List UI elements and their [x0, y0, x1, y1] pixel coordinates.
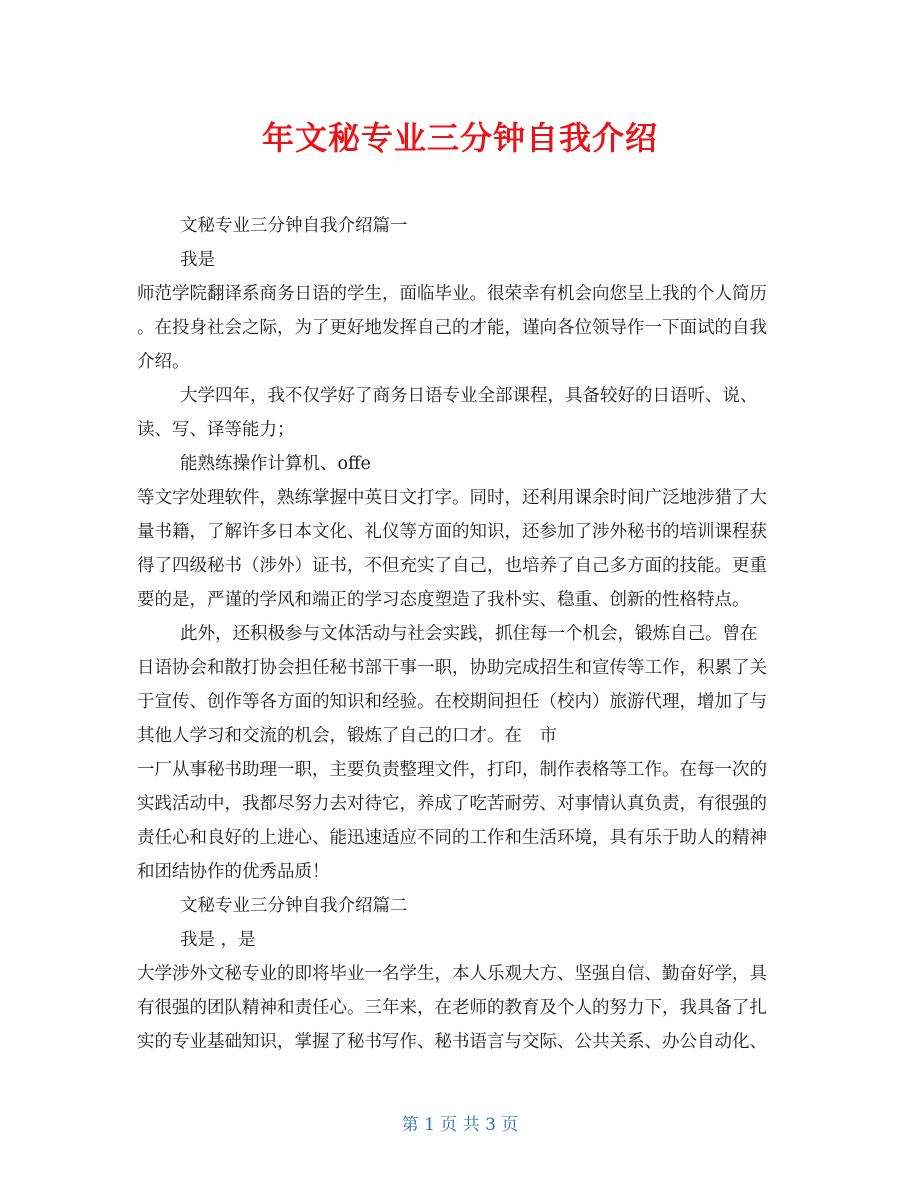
text-line: 我是 ，是 — [180, 930, 256, 950]
text-line: 一厂从事秘书助理一职，主要负责整理文件，打印，制作表格等工作。在每一次的 — [137, 760, 767, 780]
text-line: 于宣传、创作等各方面的知识和经验。在校期间担任（校内）旅游代理，增加了与 — [137, 692, 767, 712]
text-line: 有很强的团队精神和责任心。三年来，在老师的教育及个人的努力下，我具备了扎 — [137, 998, 767, 1018]
text-line: 大学四年，我不仅学好了商务日语专业全部课程，具备较好的日语听、说、 — [180, 386, 758, 406]
text-line: 责任心和良好的上进心、能迅速适应不同的工作和生活环境，具有乐于助人的精神 — [137, 828, 767, 848]
text-line: 此外，还积极参与文体活动与社会实践，抓住每一个机会，锻炼自己。曾在 — [180, 624, 758, 644]
page-footer — [0, 1112, 920, 1138]
document-body — [137, 209, 787, 1059]
text-line: 能熟练操作计算机、offe — [180, 454, 371, 474]
text-line: 读、写、译等能力； — [137, 420, 295, 440]
text-line: 量书籍，了解许多日本文化、礼仪等方面的知识，还参加了涉外秘书的培训课程获 — [137, 522, 767, 542]
text-line: 师范学院翻译系商务日语的学生，面临毕业。很荣幸有机会向您呈上我的个人简历 — [137, 284, 767, 304]
text-line: 和团结协作的优秀品质！ — [137, 862, 330, 882]
text-line: 实的专业基础知识，掌握了秘书写作、秘书语言与交际、公共关系、办公自动化、 — [137, 1032, 767, 1052]
text-line: 实践活动中，我都尽努力去对待它，养成了吃苦耐劳、对事情认真负责，有很强的 — [137, 794, 767, 814]
text-line: 介绍。 — [137, 352, 190, 372]
text-line: 文秘专业三分钟自我介绍篇二 — [180, 896, 408, 916]
text-line: 。在投身社会之际，为了更好地发挥自己的才能，谨向各位领导作一下面试的自我 — [137, 318, 767, 338]
text-line: 日语协会和散打协会担任秘书部干事一职，协助完成招生和宣传等工作，积累了关 — [137, 658, 767, 678]
text-line: 其他人学习和交流的机会，锻炼了自己的口才。在 市 — [137, 726, 557, 746]
text-line: 大学涉外文秘专业的即将毕业一名学生，本人乐观大方、坚强自信、勤奋好学，具 — [137, 964, 767, 984]
document-title: 年文秘专业三分钟自我介绍 — [261, 119, 658, 157]
text-line: 得了四级秘书（涉外）证书，不但充实了自己，也培养了自己多方面的技能。更重 — [137, 556, 767, 576]
page-number-label: 第 1 页 共 3 页 — [401, 1115, 519, 1135]
text-line: 我是 — [180, 250, 215, 270]
text-line: 等文字处理软件，熟练掌握中英日文打字。同时，还利用课余时间广泛地涉猎了大 — [137, 488, 767, 508]
text-line: 文秘专业三分钟自我介绍篇一 — [180, 216, 408, 236]
text-line: 要的是，严谨的学风和端正的学习态度塑造了我朴实、稳重、创新的性格特点。 — [137, 590, 750, 610]
